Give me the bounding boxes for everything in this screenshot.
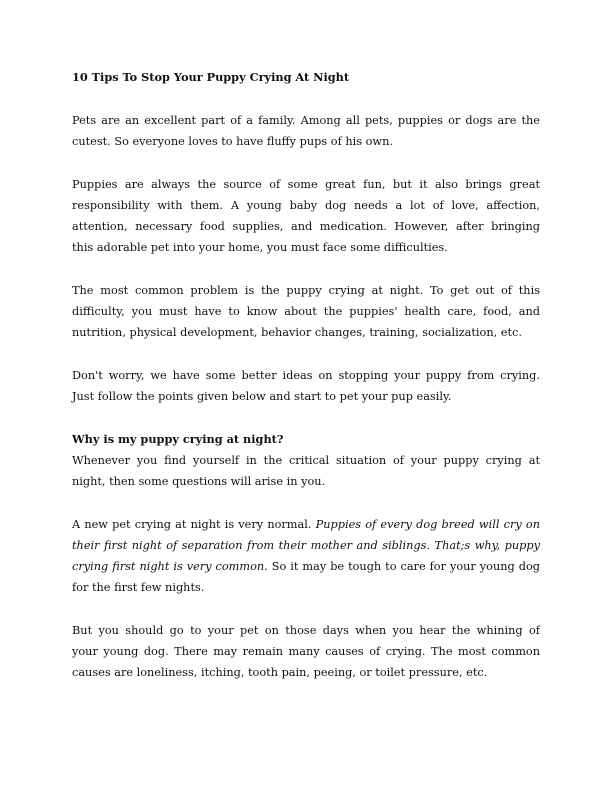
text-line: night, then some questions will arise in you. [72, 475, 326, 488]
text-line: Puppies are always the source of some great fun, but it also brings great [72, 178, 540, 191]
text-segment: A new pet crying at night is very normal. [72, 518, 316, 531]
italic-segment: crying first night is very common. [72, 560, 268, 573]
section-heading: Why is my puppy crying at night? [72, 432, 284, 446]
text-line: Just follow the points given below and start to pet your pup easily. [72, 390, 452, 403]
text-line: Pets are an excellent part of a family. Among all pets, puppies or dogs are the [72, 114, 540, 127]
text-line: Whenever you find yourself in the critical situation of your puppy crying at [72, 454, 540, 467]
text-line: The most common problem is the puppy crying at night. To get out of this [72, 284, 540, 297]
paragraph-causes [72, 620, 540, 683]
italic-segment: Puppies of every dog breed will cry on [315, 518, 540, 531]
text-line: nutrition, physical development, behavior changes, training, socialization, etc. [72, 326, 522, 339]
text-line: But you should go to your pet on those days when you hear the whining of [72, 624, 540, 637]
text-line: cutest. So everyone loves to have fluffy pups of his own. [72, 135, 393, 148]
paragraph-normal [72, 514, 540, 598]
text-line [72, 556, 540, 577]
title-text: 10 Tips To Stop Your Puppy Crying At Night [72, 70, 350, 84]
paragraph-common-problem [72, 280, 540, 343]
paragraph-dont-worry [72, 365, 540, 407]
text-line: attention, necessary food supplies, and medication. However, after bringing [72, 220, 540, 233]
text-line: difficulty, you must have to know about the puppies' health care, food, and [72, 305, 540, 318]
text-segment: So it may be tough to care for your young dog [267, 560, 540, 573]
text-line: this adorable pet into your home, you must face some difficulties. [72, 241, 448, 254]
paragraph-responsibility [72, 174, 540, 258]
text-line: responsibility with them. A young baby dog needs a lot of love, affection, [72, 199, 540, 212]
text-line: your young dog. There may remain many causes of crying. The most common [72, 645, 540, 658]
text-line [72, 514, 540, 535]
text-line: for the first few nights. [72, 581, 205, 594]
document-title [72, 67, 540, 88]
text-line: causes are loneliness, itching, tooth pain, peeing, or toilet pressure, etc. [72, 666, 488, 679]
section-why-crying [72, 429, 540, 492]
text-line: their first night of separation from their mother and siblings. That;s why, puppy [72, 539, 540, 552]
text-line: Don't worry, we have some better ideas on stopping your puppy from crying. [72, 369, 540, 382]
paragraph-intro [72, 110, 540, 152]
